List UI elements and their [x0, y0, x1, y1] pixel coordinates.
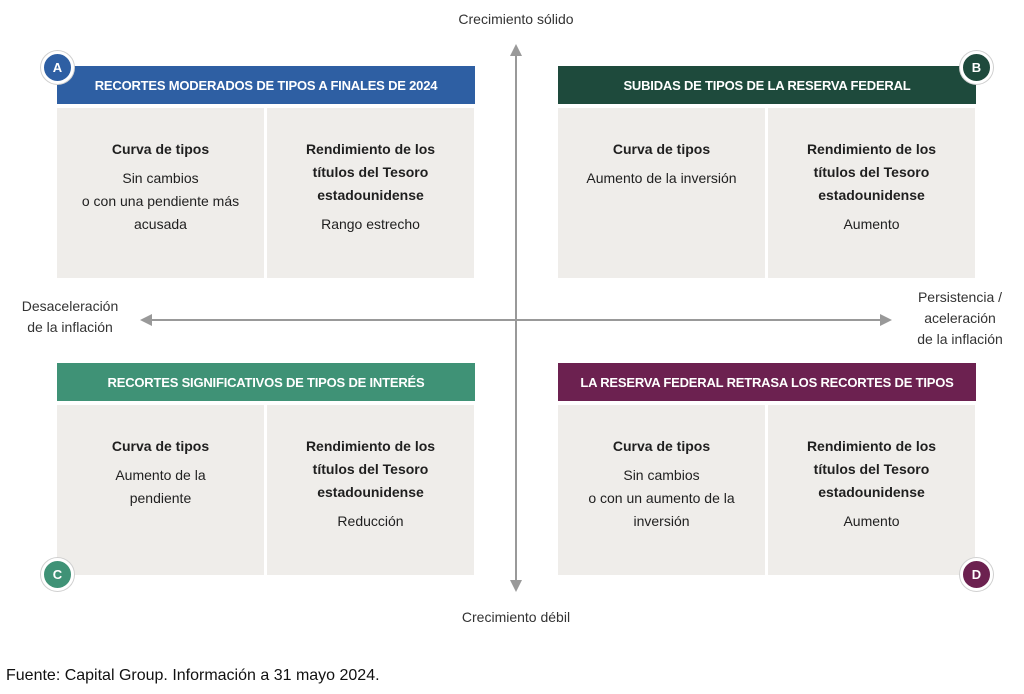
axis-label-left: Desaceleración de la inflación — [21, 298, 119, 335]
quadrant-d-title: LA RESERVA FEDERAL RETRASA LOS RECORTES DE TIPOS — [558, 363, 976, 401]
quadrant-c — [57, 363, 475, 575]
axis-label-right: Persistencia / aceleración de la inflación — [917, 289, 1003, 347]
yield-title: Rendimiento de los títulos del Tesoro estadounidense — [305, 141, 436, 203]
arrow-up-icon — [510, 44, 522, 56]
yield-title: Rendimiento de los títulos del Tesoro estadounidense — [806, 438, 937, 500]
quadrant-b-title: SUBIDAS DE TIPOS DE LA RESERVA FEDERAL — [558, 66, 976, 104]
curve-value: Sin cambios o con un aumento de la inversión — [588, 467, 735, 529]
arrow-down-icon — [510, 580, 522, 592]
quadrant-a-yield-cell — [267, 108, 474, 278]
axis-label-bottom: Crecimiento débil — [461, 609, 571, 625]
source-note: Fuente: Capital Group. Información a 31 mayo 2024. — [6, 667, 380, 684]
arrow-right-icon — [880, 314, 892, 326]
curve-title: Curva de tipos — [612, 141, 711, 157]
curve-value: Aumento de la pendiente — [115, 467, 206, 506]
arrow-left-icon — [140, 314, 152, 326]
badge-c: C — [41, 558, 74, 591]
badge-d: D — [960, 558, 993, 591]
quadrant-c-curve-cell — [57, 405, 264, 575]
quadrant-c-title: RECORTES SIGNIFICATIVOS DE TIPOS DE INTERÉS — [57, 363, 475, 401]
curve-title: Curva de tipos — [111, 141, 210, 157]
badge-b: B — [960, 51, 993, 84]
curve-title: Curva de tipos — [612, 438, 711, 454]
quadrant-b-yield-cell — [768, 108, 975, 278]
quadrant-d — [558, 363, 976, 575]
curve-value: Aumento de la inversión — [586, 170, 737, 186]
curve-title: Curva de tipos — [111, 438, 210, 454]
yield-value: Aumento — [843, 513, 900, 529]
quadrant-a-title: RECORTES MODERADOS DE TIPOS A FINALES DE 2024 — [57, 66, 475, 104]
quadrant-d-yield-cell — [768, 405, 975, 575]
yield-value: Reducción — [337, 513, 404, 529]
axis-label-top: Crecimiento sólido — [458, 11, 574, 27]
yield-title: Rendimiento de los títulos del Tesoro estadounidense — [806, 141, 937, 203]
quadrant-b-curve-cell — [558, 108, 765, 278]
yield-value: Aumento — [843, 216, 900, 232]
quadrant-a-curve-cell — [57, 108, 264, 278]
yield-value: Rango estrecho — [321, 216, 420, 232]
badge-a: A — [41, 51, 74, 84]
quadrant-d-curve-cell — [558, 405, 765, 575]
curve-value: Sin cambios o con una pendiente más acusada — [81, 170, 240, 232]
quadrant-a — [57, 66, 475, 278]
quadrant-b — [558, 66, 976, 278]
yield-title: Rendimiento de los títulos del Tesoro estadounidense — [305, 438, 436, 500]
quadrant-c-yield-cell — [267, 405, 474, 575]
